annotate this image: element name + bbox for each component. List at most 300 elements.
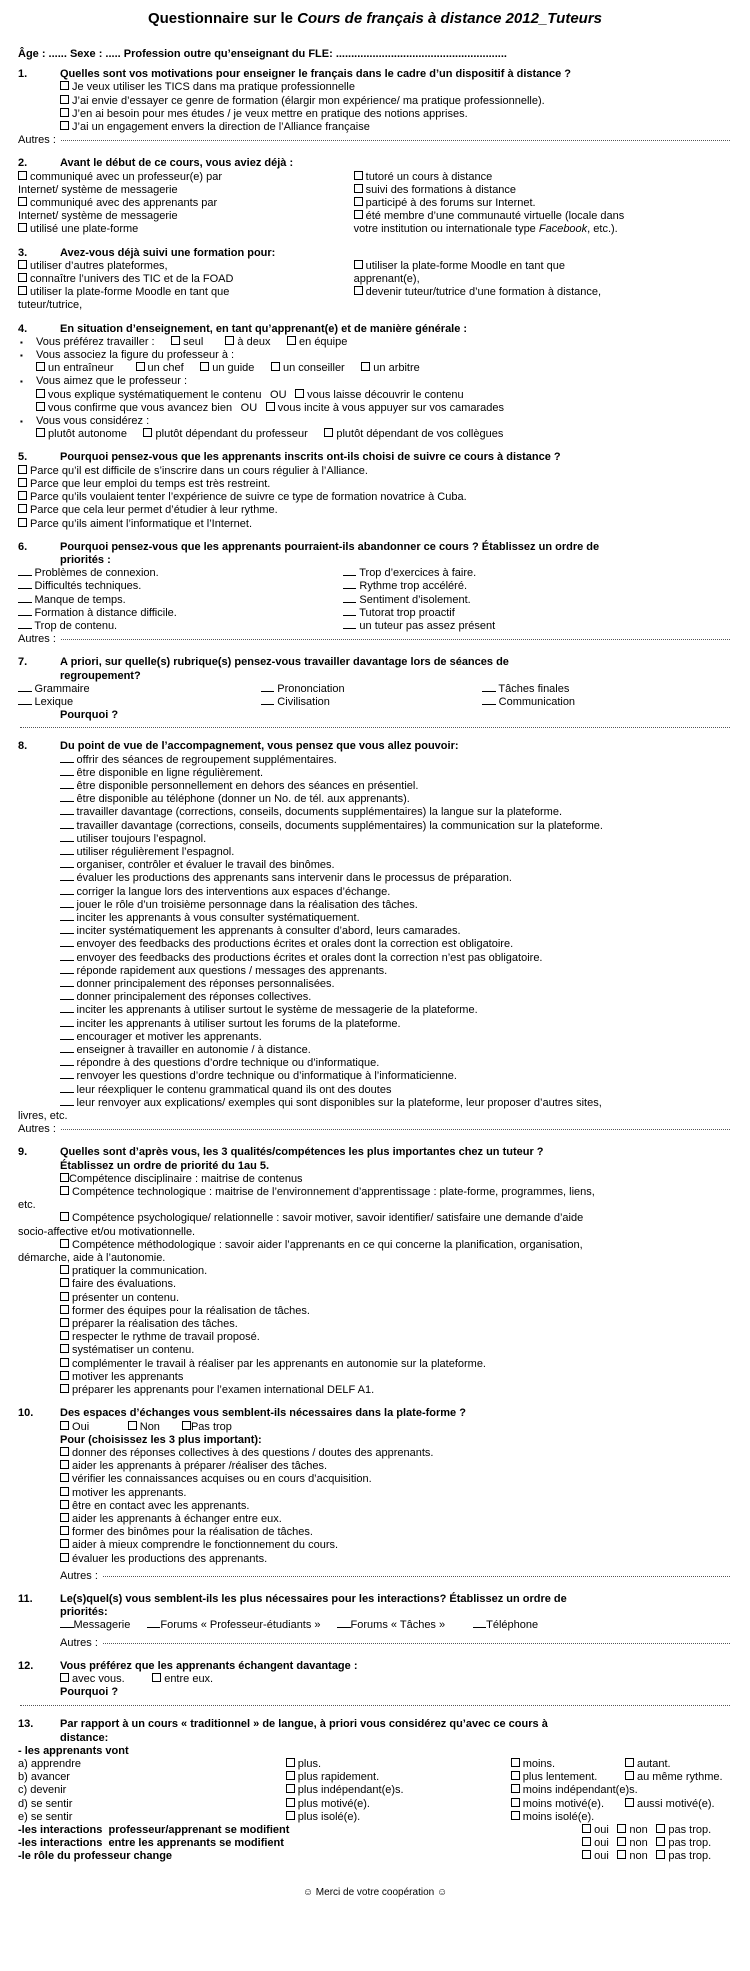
option-cell: Internet/ système de messagerie: [18, 210, 178, 223]
line-text: Pourquoi ?: [60, 709, 119, 722]
checkbox-icon[interactable]: [511, 1798, 520, 1807]
option-line: [60, 820, 732, 833]
options-row: [18, 286, 732, 299]
option-cell: oui non pas trop.: [582, 1850, 732, 1863]
checkbox-icon[interactable]: [60, 1305, 69, 1314]
option-line: [60, 1358, 732, 1371]
line-text: préparer la réalisation des tâches.: [60, 1318, 238, 1331]
checkbox-icon[interactable]: [271, 362, 280, 371]
line-text: plutôt autonome plutôt dépendant du professeur plutôt dépendant de vos collègues: [36, 428, 503, 441]
options-row: [18, 607, 732, 620]
rank-blank-field[interactable]: [343, 626, 357, 629]
rank-blank-field[interactable]: [60, 839, 74, 842]
question-title: [60, 157, 732, 170]
checkbox-icon[interactable]: [266, 402, 275, 411]
rank-blank-field[interactable]: [60, 1037, 74, 1040]
option-cell: Prononciation: [261, 683, 482, 696]
checkbox-icon[interactable]: [60, 1212, 69, 1221]
checkbox-icon[interactable]: [60, 1358, 69, 1367]
option-cell: utiliser d’autres plateformes,: [18, 260, 354, 273]
line-text: utiliser toujours l’espagnol.: [60, 833, 206, 846]
rank-blank-field[interactable]: [343, 573, 357, 576]
line-text: inciter les apprenants à vous consulter systématiquement.: [60, 912, 360, 925]
rank-blank-field[interactable]: [60, 1063, 74, 1066]
checkbox-icon[interactable]: [36, 402, 45, 411]
question-6: [18, 541, 732, 647]
checkbox-icon[interactable]: [60, 1292, 69, 1301]
checkbox-icon[interactable]: [18, 465, 27, 474]
question-title-line: En situation d’enseignement, en tant qu’apprenant(e) et de manière générale :: [60, 322, 468, 335]
options-row: [18, 210, 732, 223]
dotted-write-in-line[interactable]: [20, 1705, 730, 1706]
rank-blank-field[interactable]: [337, 1625, 351, 1628]
checkbox-icon[interactable]: [60, 108, 69, 117]
checkbox-icon[interactable]: [18, 197, 27, 206]
rank-blank-field[interactable]: [60, 1010, 74, 1013]
checkbox-icon[interactable]: [354, 210, 363, 219]
line-text: un entraîneur un chef un guide un conseiller un arbitre: [36, 362, 420, 375]
checkbox-icon[interactable]: [354, 184, 363, 193]
rank-blank-field[interactable]: [343, 586, 357, 589]
checkbox-icon[interactable]: [656, 1850, 665, 1859]
checkbox-icon[interactable]: [18, 171, 27, 180]
line-text: J’ai envie d’essayer ce genre de formation (élargir mon expérience/ ma pratique professionnelle).: [60, 95, 545, 108]
checkbox-icon[interactable]: [582, 1824, 591, 1833]
line-text: Parce que cela leur permet d’étudier à leur rythme.: [18, 504, 278, 517]
option-line: [18, 1226, 732, 1239]
rank-blank-field[interactable]: [60, 852, 74, 855]
question-body: [18, 170, 732, 237]
checkbox-icon[interactable]: [200, 362, 209, 371]
checkbox-icon[interactable]: [354, 286, 363, 295]
checkbox-icon[interactable]: [128, 1421, 137, 1430]
option-cell: plus motivé(e).: [286, 1798, 511, 1811]
rank-blank-field[interactable]: [343, 600, 357, 603]
question-title-line: Avez-vous déjà suivi une formation pour:: [60, 246, 276, 259]
option-cell: b) avancer: [18, 1771, 70, 1784]
rank-blank-field[interactable]: [60, 773, 74, 776]
rank-blank-field[interactable]: [60, 1625, 74, 1628]
question-header: [18, 1407, 732, 1420]
question-title: [60, 451, 732, 464]
checkbox-icon[interactable]: [60, 1331, 69, 1340]
checkbox-icon[interactable]: [60, 1447, 69, 1456]
checkbox-icon[interactable]: [60, 1384, 69, 1393]
option-line: [36, 362, 732, 375]
checkbox-icon[interactable]: [18, 491, 27, 500]
checkbox-icon[interactable]: [225, 336, 234, 345]
line-text: inciter les apprenants à utiliser surtout le système de messagerie de la plateforme.: [60, 1004, 478, 1017]
checkbox-icon[interactable]: [286, 1771, 295, 1780]
checkbox-icon[interactable]: [36, 362, 45, 371]
line-text: vérifier les connaissances acquises ou en cours d’acquisition.: [60, 1473, 372, 1486]
option-line: [60, 912, 732, 925]
option-line: [60, 1173, 732, 1186]
line-text: Pourquoi ?: [60, 1686, 119, 1699]
option-cell: Tâches finales: [482, 683, 732, 696]
question-number: 8.: [18, 740, 28, 753]
question-title-line: Quelles sont vos motivations pour enseigner le français dans le cadre d’un dispositif à distance ?: [60, 68, 572, 81]
checkbox-icon[interactable]: [617, 1850, 626, 1859]
checkbox-icon[interactable]: [60, 1460, 69, 1469]
question-number: 4.: [18, 322, 28, 335]
question-body: [18, 1744, 732, 1864]
line-text: pratiquer la communication.: [60, 1265, 207, 1278]
checkbox-icon[interactable]: [286, 1784, 295, 1793]
rank-blank-field[interactable]: [60, 971, 74, 974]
rank-blank-field[interactable]: [60, 944, 74, 947]
checkbox-icon[interactable]: [511, 1771, 520, 1780]
line-text: Autres :: [60, 1636, 101, 1649]
rank-blank-field[interactable]: [18, 626, 32, 629]
dotted-write-in-line[interactable]: [61, 140, 730, 141]
rank-blank-field[interactable]: [60, 958, 74, 961]
bullet-icon: ▪: [20, 417, 23, 427]
option-cell: plus.: [286, 1758, 511, 1771]
question-title-line: Établissez un ordre de priorité du 1au 5.: [60, 1159, 270, 1172]
option-line: [60, 1097, 732, 1110]
option-cell: e) se sentir: [18, 1810, 73, 1823]
checkbox-icon[interactable]: [295, 389, 304, 398]
options-row: [18, 696, 732, 709]
question-11: [18, 1593, 732, 1650]
checkbox-icon[interactable]: [286, 1758, 295, 1767]
option-cell: plus rapidement.: [286, 1771, 511, 1784]
option-line: [60, 1513, 732, 1526]
option-line: [60, 1371, 732, 1384]
rank-blank-field[interactable]: [60, 799, 74, 802]
option-line: [18, 1252, 732, 1265]
rank-blank-field[interactable]: [18, 613, 32, 616]
option-cell: moins.: [511, 1758, 625, 1771]
demographics-line: Âge : ...... Sexe : ..... Profession outre qu’enseignant du FLE: ........................................................: [18, 48, 507, 60]
question-number: 10.: [18, 1407, 34, 1420]
italic-text: Facebook: [538, 223, 588, 236]
checkbox-icon[interactable]: [18, 223, 27, 232]
footer-thanks: ☺ Merci de votre coopération ☺: [302, 1886, 448, 1898]
line-text: complémenter le travail à réaliser par les apprenants en autonomie sur la plateforme.: [60, 1358, 486, 1371]
line-text: Autres :: [18, 633, 59, 646]
line-text: donner principalement des réponses personnalisées.: [60, 978, 335, 991]
option-line: [36, 389, 732, 402]
checkbox-icon[interactable]: [617, 1837, 626, 1846]
rank-blank-field[interactable]: [60, 931, 74, 934]
rank-blank-field[interactable]: [18, 689, 32, 692]
options-row: [18, 683, 732, 696]
option-line: [60, 1473, 732, 1486]
line-text: Vous vous considérez :: [36, 415, 150, 428]
bullet-icon: ▪: [20, 377, 23, 387]
rank-blank-field[interactable]: [60, 997, 74, 1000]
checkbox-icon[interactable]: [182, 1421, 191, 1430]
rank-blank-field[interactable]: [60, 786, 74, 789]
rank-blank-field[interactable]: [60, 1103, 74, 1106]
checkbox-icon[interactable]: [60, 1673, 69, 1682]
question-number: 7.: [18, 656, 28, 669]
checkbox-icon[interactable]: [18, 273, 27, 282]
line-text: Compétence disciplinaire : maitrise de contenus: [60, 1173, 303, 1186]
option-line: [60, 1265, 732, 1278]
rank-blank-field[interactable]: [60, 905, 74, 908]
option-cell: utiliser la plate-forme Moodle en tant que: [18, 286, 354, 299]
rank-blank-field[interactable]: [60, 918, 74, 921]
checkbox-icon[interactable]: [511, 1784, 520, 1793]
question-5: [18, 451, 732, 530]
line-text: travailler davantage (corrections, conseils, documents supplémentaires) la communication sur la plateforme.: [60, 820, 603, 833]
question-title-line: Quelles sont d’après vous, les 3 qualités/compétences les plus importantes chez un tuteur ?: [60, 1146, 544, 1159]
question-header: [18, 451, 732, 464]
checkbox-icon[interactable]: [625, 1758, 634, 1767]
line-text: Compétence méthodologique : savoir aider l’apprenants en ce qui concerne la planification, organisation,: [60, 1239, 583, 1252]
checkbox-icon[interactable]: [60, 1371, 69, 1380]
rank-blank-field[interactable]: [60, 1050, 74, 1053]
line-text: enseigner à travailler en autonomie / à distance.: [60, 1044, 311, 1057]
rank-blank-field[interactable]: [343, 613, 357, 616]
option-line: [60, 780, 732, 793]
checkbox-icon[interactable]: [60, 1487, 69, 1496]
option-line: [60, 1278, 732, 1291]
checkbox-icon[interactable]: [354, 260, 363, 269]
rank-blank-field[interactable]: [60, 760, 74, 763]
checkbox-icon[interactable]: [60, 1513, 69, 1522]
checkbox-icon[interactable]: [625, 1798, 634, 1807]
rank-blank-field[interactable]: [18, 702, 32, 705]
question-number: 12.: [18, 1659, 34, 1672]
options-row: [18, 594, 732, 607]
rank-blank-field[interactable]: [261, 689, 275, 692]
option-line: [60, 1526, 732, 1539]
options-row: [18, 1824, 732, 1837]
line-text: envoyer des feedbacks des productions écrites et orales dont la correction n’est pas obligatoire.: [60, 952, 543, 965]
option-cell: Sentiment d’isolement.: [343, 594, 732, 607]
checkbox-icon[interactable]: [617, 1824, 626, 1833]
question-header: [18, 740, 732, 753]
line-text: être disponible personnellement en dehors des séances en présentiel.: [60, 780, 418, 793]
question-number: 9.: [18, 1146, 28, 1159]
rank-blank-field[interactable]: [60, 984, 74, 987]
line-text: Parce qu’ils aiment l’informatique et l’Internet.: [18, 518, 252, 531]
checkbox-icon[interactable]: [60, 81, 69, 90]
checkbox-icon[interactable]: [18, 504, 27, 513]
line-text: systématiser un contenu.: [60, 1344, 194, 1357]
question-13: [18, 1718, 732, 1863]
checkbox-icon[interactable]: [18, 260, 27, 269]
option-line: [18, 1199, 732, 1212]
question-number: 1.: [18, 68, 28, 81]
rank-blank-field[interactable]: [18, 586, 32, 589]
option-line: [60, 978, 732, 991]
option-cell: Grammaire: [18, 683, 261, 696]
dotted-write-in-line[interactable]: [61, 639, 730, 640]
bullet-icon: ▪: [20, 351, 23, 361]
option-line: [60, 925, 732, 938]
line-text: évaluer les productions des apprenants.: [60, 1553, 267, 1566]
line-text: Oui Non Pas trop: [60, 1421, 232, 1434]
rank-blank-field[interactable]: [60, 1090, 74, 1093]
option-cell: Formation à distance difficile.: [18, 607, 343, 620]
line-text: aider à mieux comprendre le fonctionnement du cours.: [60, 1539, 338, 1552]
rank-blank-field[interactable]: [18, 573, 32, 576]
question-title-line: A priori, sur quelle(s) rubrique(s) pensez-vous travailler davantage lors de séances de: [60, 656, 509, 669]
option-cell: devenir tuteur/tutrice d’une formation à distance,: [354, 286, 732, 299]
option-line: [20, 375, 732, 388]
checkbox-icon[interactable]: [511, 1758, 520, 1767]
checkbox-icon[interactable]: [60, 1344, 69, 1353]
dotted-write-in-line[interactable]: [20, 727, 730, 728]
rank-blank-field[interactable]: [60, 892, 74, 895]
checkbox-icon[interactable]: [361, 362, 370, 371]
option-line: [60, 899, 732, 912]
checkbox-icon[interactable]: [625, 1771, 634, 1780]
option-cell: plus indépendant(e)s.: [286, 1784, 511, 1797]
checkbox-icon[interactable]: [354, 171, 363, 180]
options-row: [18, 1798, 732, 1811]
checkbox-icon[interactable]: [36, 389, 45, 398]
line-text: Messagerie Forums « Professeur-étudiants » Forums « Tâches » Téléphone: [60, 1619, 538, 1632]
rank-blank-field[interactable]: [60, 865, 74, 868]
option-line: [60, 1057, 732, 1070]
checkbox-icon[interactable]: [18, 286, 27, 295]
rank-blank-field[interactable]: [18, 600, 32, 603]
option-line: [20, 335, 732, 349]
checkbox-icon[interactable]: [60, 1278, 69, 1287]
line-text: former des binômes pour la réalisation de tâches.: [60, 1526, 313, 1539]
option-cell: oui non pas trop.: [582, 1824, 732, 1837]
line-text: respecter le rythme de travail proposé.: [60, 1331, 260, 1344]
page-title-course-name: Cours de français à distance 2012_Tuteurs: [297, 10, 603, 27]
option-line: [36, 428, 732, 441]
option-line: [60, 1619, 732, 1632]
line-text: présenter un contenu.: [60, 1292, 179, 1305]
rank-blank-field[interactable]: [482, 689, 496, 692]
line-text: Vous associez la figure du professeur à :: [36, 349, 235, 362]
option-line: [18, 504, 732, 517]
rank-blank-field[interactable]: [60, 1024, 74, 1027]
checkbox-icon[interactable]: [60, 1500, 69, 1509]
rank-blank-field[interactable]: [60, 812, 74, 815]
dotted-write-in-line[interactable]: [61, 1129, 730, 1130]
checkbox-icon[interactable]: [152, 1673, 161, 1682]
checkbox-icon[interactable]: [286, 1798, 295, 1807]
options-row: [18, 1811, 732, 1824]
checkbox-icon[interactable]: [60, 1473, 69, 1482]
dotted-write-in-line[interactable]: [103, 1576, 730, 1577]
checkbox-icon[interactable]: [60, 1421, 69, 1430]
line-text: J’ai un engagement envers la direction de l’Alliance française: [60, 121, 370, 134]
checkbox-icon[interactable]: [60, 1526, 69, 1535]
question-number: 11.: [18, 1592, 33, 1605]
question-8: [18, 740, 732, 1136]
options-row: [18, 1784, 732, 1797]
line-text: donner principalement des réponses collectives.: [60, 991, 311, 1004]
question-number: 2.: [18, 157, 28, 170]
question-title: [60, 1146, 732, 1172]
checkbox-icon[interactable]: [60, 95, 69, 104]
line-text: donner des réponses collectives à des questions / doutes des apprenants.: [60, 1447, 433, 1460]
question-title: [60, 323, 732, 336]
option-line: [60, 1344, 732, 1357]
checkbox-icon[interactable]: [60, 1539, 69, 1548]
dotted-write-in-line[interactable]: [103, 1643, 730, 1644]
option-cell: autant.: [625, 1758, 732, 1771]
question-title-line: Le(s)quel(s) vous semblent-ils les plus nécessaires pour les interactions? Établissez un ordre de: [60, 1592, 567, 1605]
question-title: [60, 541, 732, 567]
rank-blank-field[interactable]: [261, 702, 275, 705]
options-row: [18, 171, 732, 184]
option-cell: Problèmes de connexion.: [18, 567, 343, 580]
option-cell: Trop d’exercices à faire.: [343, 567, 732, 580]
option-line: [60, 846, 732, 859]
checkbox-icon[interactable]: [582, 1837, 591, 1846]
checkbox-icon[interactable]: [60, 1318, 69, 1327]
checkbox-icon[interactable]: [171, 336, 180, 345]
checkbox-icon[interactable]: [60, 121, 69, 130]
option-line: [18, 491, 732, 504]
fill-in-line: [18, 134, 732, 147]
checkbox-icon[interactable]: [60, 1173, 69, 1182]
rank-blank-field[interactable]: [60, 878, 74, 881]
option-line: [60, 1500, 732, 1513]
checkbox-icon[interactable]: [324, 428, 333, 437]
line-text: leur renvoyer aux explications/ exemples qui sont disponibles sur la plateforme, leur proposer d’autres sites,: [60, 1097, 602, 1110]
option-line: [60, 991, 732, 1004]
line-text: Autres :: [18, 1123, 59, 1136]
rank-blank-field[interactable]: [60, 1076, 74, 1079]
question-body: [18, 1172, 732, 1397]
bullet-icon: ▪: [20, 337, 23, 347]
checkbox-icon[interactable]: [287, 336, 296, 345]
option-line: [60, 859, 732, 872]
checkbox-icon[interactable]: [582, 1850, 591, 1859]
checkbox-icon[interactable]: [60, 1239, 69, 1248]
rank-blank-field[interactable]: [147, 1625, 161, 1628]
options-row: [18, 273, 732, 286]
checkbox-icon[interactable]: [286, 1811, 295, 1820]
option-line: [60, 108, 732, 121]
checkbox-icon[interactable]: [656, 1824, 665, 1833]
option-line: [60, 1292, 732, 1305]
checkbox-icon[interactable]: [136, 362, 145, 371]
question-header: [18, 157, 732, 170]
checkbox-icon[interactable]: [656, 1837, 665, 1846]
checkbox-icon[interactable]: [511, 1811, 520, 1820]
option-cell: Manque de temps.: [18, 594, 343, 607]
question-10: [18, 1407, 732, 1583]
rank-blank-field[interactable]: [60, 826, 74, 829]
line-text: inciter les apprenants à utiliser surtout les forums de la plateforme.: [60, 1018, 401, 1031]
checkbox-icon[interactable]: [60, 1553, 69, 1562]
rank-blank-field[interactable]: [482, 702, 496, 705]
options-row: [18, 1758, 732, 1771]
rank-blank-field[interactable]: [473, 1625, 487, 1628]
line-text: être disponible en ligne régulièrement.: [60, 767, 263, 780]
checkbox-icon[interactable]: [36, 428, 45, 437]
option-cell: Lexique: [18, 696, 261, 709]
line-text: réponde rapidement aux questions / messages des apprenants.: [60, 965, 387, 978]
checkbox-icon[interactable]: [18, 518, 27, 527]
checkbox-icon[interactable]: [60, 1265, 69, 1274]
checkbox-icon[interactable]: [354, 197, 363, 206]
line-text: être en contact avec les apprenants.: [60, 1500, 249, 1513]
checkbox-icon[interactable]: [60, 1186, 69, 1195]
option-cell: apprenant(e),: [353, 273, 420, 286]
line-text: aider les apprenants à préparer /réaliser des tâches.: [60, 1460, 327, 1473]
checkbox-icon[interactable]: [18, 478, 27, 487]
checkbox-icon[interactable]: [143, 428, 152, 437]
line-text: motiver les apprenants: [60, 1371, 183, 1384]
line-text: Je veux utiliser les TICS dans ma pratique professionnelle: [60, 81, 355, 94]
option-line: [60, 793, 732, 806]
